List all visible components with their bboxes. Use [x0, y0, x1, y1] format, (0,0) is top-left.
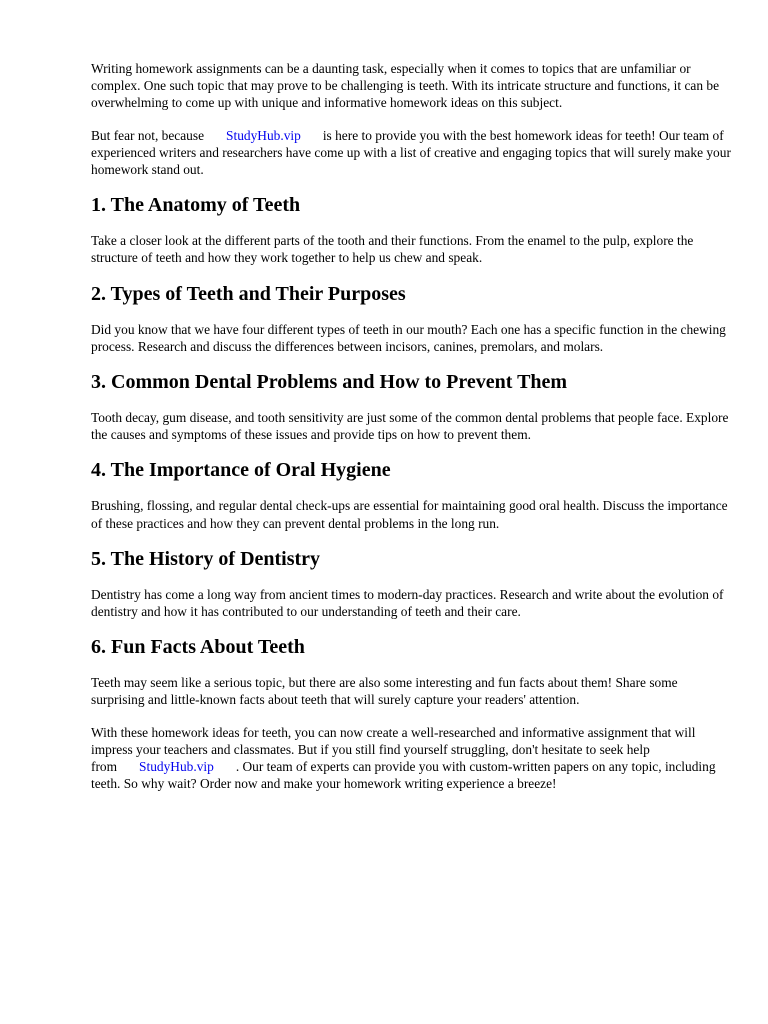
section-heading-types: 2. Types of Teeth and Their Purposes	[91, 282, 406, 305]
intro-paragraph-1: Writing homework assignments can be a daunting task, especially when it comes to topics that are unfamiliar or complex. One such topic that may prove to be challenging is teeth. With its intricate structure and functions, it can be overwhelming to come up with unique and informative homework ideas on this subject.	[91, 61, 720, 111]
section-body-problems: Tooth decay, gum disease, and tooth sensitivity are just some of the common dental problems that people face. Explore the causes and symptoms of these issues and provide tips on how to prevent them.	[91, 410, 729, 443]
section-body-hygiene: Brushing, flossing, and regular dental check-ups are essential for maintaining good oral health. Discuss the importance of these practices and how they can prevent dental problems in the long run.	[91, 498, 728, 531]
studyhub-link-intro[interactable]: StudyHub.vip	[226, 127, 301, 143]
section-heading-history: 5. The History of Dentistry	[91, 547, 321, 570]
intro-text-before-link: But fear not, because	[91, 127, 205, 143]
document-page	[91, 60, 731, 792]
intro-text-after-link: is here to provide you with the best homework ideas for teeth! Our team of experienced writers and researchers have come up with a list of creative and engaging topics that will surely make your homework stand out.	[91, 127, 731, 178]
section-heading-fun-facts: 6. Fun Facts About Teeth	[91, 636, 305, 659]
studyhub-link-outro[interactable]: StudyHub.vip	[139, 759, 214, 775]
section-body-fun-facts: Teeth may seem like a serious topic, but there are also some interesting and fun facts about them! Share some surprising and little-known facts about teeth that will surely capture your readers' attention.	[91, 675, 678, 708]
section-heading-hygiene: 4. The Importance of Oral Hygiene	[91, 459, 391, 482]
outro-text-before-link: With these homework ideas for teeth, you can now create a well-researched and informative assignment that will impress your teachers and classmates. But if you still find yourself struggling, don't hesitate to seek help from	[91, 724, 696, 775]
section-body-types: Did you know that we have four different types of teeth in our mouth? Each one has a specific function in the chewing process. Research and discuss the differences between incisors, canines, premolars, and molars.	[91, 321, 726, 354]
outro-text-after-link: . Our team of experts can provide you with custom-written papers on any topic, including teeth. So why wait? Order now and make your homework writing experience a breeze!	[91, 759, 716, 792]
section-body-history: Dentistry has come a long way from ancient times to modern-day practices. Research and write about the evolution of dentistry and how it has contributed to our understanding of teeth and their care.	[91, 586, 724, 620]
intro-paragraph-2	[91, 127, 731, 179]
section-body-anatomy: Take a closer look at the different parts of the tooth and their functions. From the enamel to the pulp, explore the structure of teeth and how they work together to help us chew and speak.	[91, 233, 694, 266]
section-heading-anatomy: 1. The Anatomy of Teeth	[91, 194, 301, 217]
outro-paragraph	[91, 724, 731, 793]
section-heading-problems: 3. Common Dental Problems and How to Prevent Them	[91, 371, 568, 394]
